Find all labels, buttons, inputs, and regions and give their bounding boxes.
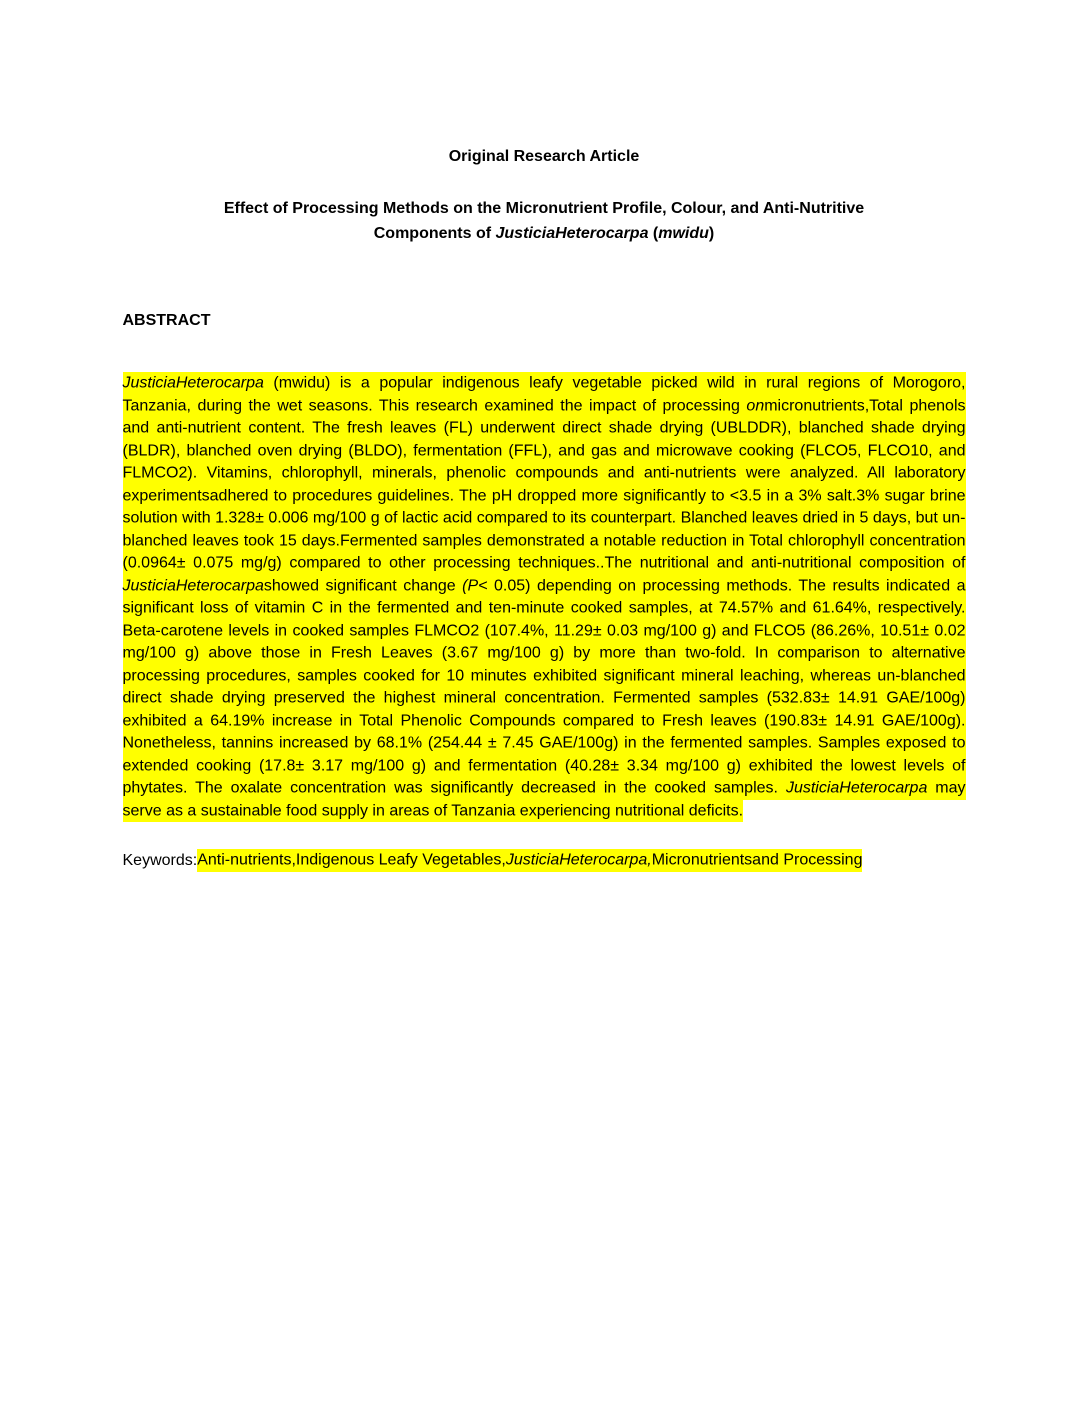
abstract-text: showed significant change [264,575,462,597]
abstract-paragraph [123,373,966,823]
paper-title-line-2 [123,221,966,246]
title-text: ) [708,225,715,242]
abstract-text: micronutrients,Total phenols and anti-nutrient content. The fresh leaves (FL) underwent direct shade drying (UBLDDR), blanched shade drying (BLDR), blanched oven drying (BLDO), fermentation (FFL), and gas and microwave cooking (FLCO5, FLCO10, and FLMCO2). Vitamins, chlorophyll, minerals, phenolic compounds and anti-nutrients were analyzed. All laboratory experimentsadhered to procedures guidelines. The pH dropped more significantly to <3.5 in a 3% salt.3% sugar brine solution with 1.328± 0.006 mg/100 g of lactic acid compared to its counterpart. Blanched leaves dried in 5 days, but un-blanched leaves took 15 days.Fermented samples demonstrated a notable reduction in Total chlorophyll concentration (0.0964± 0.075 mg/g) compared to other processing techniques..The nutritional and anti-nutritional composition of [123,395,966,575]
species-name: JusticiaHeterocarpa [786,777,927,799]
title-species-name: JusticiaHeterocarpa [495,225,649,242]
keywords-label: Keywords: [122,852,198,869]
keywords-line [123,850,966,873]
paper-title-line-1: Effect of Processing Methods on the Micronutrient Profile, Colour, and Anti-Nutritive [223,200,865,217]
paper-title [123,196,966,246]
document-page [123,0,966,873]
title-vernacular-name: mwidu [658,225,709,242]
abstract-heading: ABSTRACT [122,312,211,329]
abstract-text-italic: on [746,395,764,417]
abstract-text: may serve as a sustainable food supply in areas of Tanzania experiencing nutritional deficits. [123,777,966,822]
keywords-text: Micronutrientsand Processing [652,849,863,871]
title-text: ( [648,225,659,242]
abstract-text: 0.05) depending on processing methods. The results indicated a significant loss of vitamin C in the fermented and ten-minute cooked samples, at 74.57% and 61.64%, respectively. Beta-carotene levels in cooked samples FLMCO2 (107.4%, 11.29± 0.03 mg/100 g) and FLCO5 (86.26%, 10.51± 0.02 mg/100 g) above those in Fresh Leaves (3.67 mg/100 g) by more than two-fold. In comparison to alternative processing procedures, samples cooked for 10 minutes exhibited significant mineral leaching, whereas un-blanched direct shade drying preserved the highest mineral concentration. Fermented samples (532.83± 14.91 GAE/100g) exhibited a 64.19% increase in Total Phenolic Compounds compared to Fresh leaves (190.83± 14.91 GAE/100g). Nonetheless, tannins increased by 68.1% (254.44 ± 7.45 GAE/100g) in the fermented samples. Samples exposed to extended cooking (17.8± 3.17 mg/100 g) and fermentation (40.28± 3.34 mg/100 g) exhibited the lowest levels of phytates. The oxalate concentration was significantly decreased in the cooked samples. [123,575,966,800]
species-name: JusticiaHeterocarpa [123,575,264,597]
article-type-heading: Original Research Article [448,148,640,165]
species-name: JusticiaHeterocarpa [123,372,264,394]
title-text: Components of [373,225,496,242]
keywords-text: Anti-nutrients,Indigenous Leafy Vegetables, [197,849,506,871]
species-name: JusticiaHeterocarpa, [506,849,652,871]
p-value-symbol: (P< [462,575,487,597]
abstract-text: (mwidu) is a popular indigenous leafy vegetable picked wild in rural regions of Morogoro, Tanzania, during the wet seasons. This research examined the impact of processing [123,372,966,417]
